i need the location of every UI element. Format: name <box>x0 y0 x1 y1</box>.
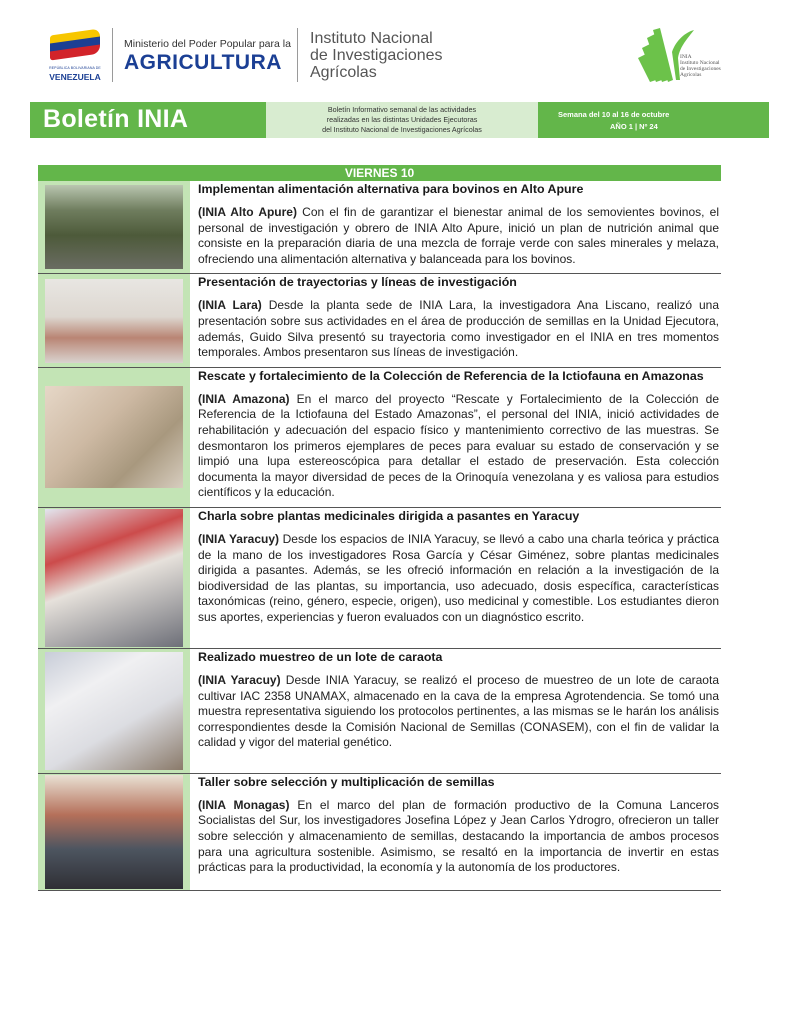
institute-line1: Instituto Nacional <box>310 30 433 47</box>
article-unit: (INIA Yaracuy) <box>198 531 279 546</box>
article-unit: (INIA Alto Apure) <box>198 205 297 219</box>
venezuela-flag-icon <box>50 28 100 60</box>
article-content <box>190 181 721 273</box>
venezuela-logo-subtitle: REPÚBLICA BOLIVARIANA DE <box>49 66 101 70</box>
institute-line2: de Investigaciones <box>310 47 443 64</box>
article-row <box>38 508 721 649</box>
article-text: En el marco del plan de formación productivo de la Comuna Lanceros Socialistas del Sur, los investigadores Josefina López y Jean Carlos Ydrogro, ofrecieron un taller sobre selección y almacenamiento de semillas, destacando la importancia de ambos procesos para una agricultura sostenible. Asimismo, se resaltó en la importancia de invertir en estas prácticas para la productividad, la economía y la autonomía de los productores. <box>198 797 719 875</box>
article-unit: (INIA Monagas) <box>198 797 290 812</box>
article-row <box>38 181 721 274</box>
article-title: Rescate y fortalecimiento de la Colección de Referencia de la Ictiofauna en Amazonas <box>198 368 704 383</box>
article-unit: (INIA Amazona) <box>198 391 290 406</box>
venezuela-logo <box>44 28 106 86</box>
photo-cell <box>38 368 190 507</box>
bulletin-week: Semana del 10 al 16 de octubre <box>558 110 670 119</box>
bulletin-title: Boletín INIA <box>43 105 189 133</box>
ministry-line1: Ministerio del Poder Popular para la <box>124 38 291 50</box>
bulletin-title-box <box>30 102 266 138</box>
workshop-audience-photo <box>45 775 183 889</box>
laboratory-fish-collection-photo <box>45 386 183 488</box>
article-content <box>190 274 721 366</box>
article-content <box>190 368 721 507</box>
article-title: Implementan alimentación alternativa para bovinos en Alto Apure <box>198 182 584 196</box>
institute-line3: Agrícolas <box>310 64 377 81</box>
article-row <box>38 368 721 508</box>
article-text: Desde INIA Yaracuy, se realizó el proceso de muestreo de un lote de caraota cultivar IAC 2358 UNAMAX, almacenado en la cava de la empresa Agrotendencia. Se tomó una muestra representativa siguiendo los protocolos pertinentes, a las mismas se le harán los análisis correspondientes desde la Comisión Nacional de Semillas (CONASEM), con el fin de validar la calidad y vigor del material genético. <box>198 672 719 750</box>
ministry-line2: AGRICULTURA <box>124 51 282 74</box>
article-title: Taller sobre selección y multiplicación de semillas <box>198 774 495 789</box>
article-body <box>198 798 719 888</box>
bulletin-description <box>266 102 538 138</box>
bulletin-issue-number: AÑO 1 | Nº 24 <box>610 122 658 131</box>
article-text: Desde los espacios de INIA Yaracuy, se llevó a cabo una charla teórica y práctica de la mano de los investigadores Rosa García y César Giménez, sobre plantas medicinales dirigida a pasantes. Además, se les ofreció información en relación a la investigación de la biodiversidad de las plantas, su importancia, uso adecuado, dosis específica, características taxonómicas (reino, género, especie, origen), uso medicinal y comestible. Los estudiantes dieron sus aportes, experiencias y fueron evaluados con un diagnóstico escrito. <box>198 531 719 624</box>
article-content <box>190 508 721 648</box>
photo-cell <box>38 508 190 648</box>
article-row <box>38 274 721 367</box>
woman-feeding-cattle-photo <box>45 185 183 269</box>
article-text: Con el fin de garantizar el bienestar animal de los semovientes bovinos, el personal de investigación y obrero de INIA Alto Apure, inició un plan de nutrición animal que consiste en la preparación diaria de una mezcla de forraje verde con sales minerales y melaza, ofreciendo una alimentación alternativa y balanceada para los bovinos. <box>198 205 719 266</box>
article-text: Desde la planta sede de INIA Lara, la investigadora Ana Liscano, realizó una presentación sobre sus actividades en el área de producción de semillas en la Unidad Ejecutora, además, Guido Silva presentó su trayectoria como investigador en el INIA en tres momentos temporales. Ambos presentaron sus líneas de investigación. <box>198 298 720 360</box>
bulletin-description-line: del Instituto Nacional de Investigaciones Agrícolas <box>322 125 482 134</box>
inia-logo <box>636 28 736 86</box>
bulletin-issue-box <box>538 102 769 138</box>
article-unit: (INIA Lara) <box>198 298 262 313</box>
presentation-room-photo <box>45 279 183 363</box>
article-body <box>198 532 719 632</box>
article-unit: (INIA Yaracuy) <box>198 672 281 687</box>
article-title: Charla sobre plantas medicinales dirigida a pasantes en Yaracuy <box>198 508 580 523</box>
article-body <box>198 392 719 507</box>
article-text: En el marco del proyecto “Rescate y Fortalecimiento de la Colección de Referencia de la Ictiofauna del Estado Amazonas”, el personal del INIA, inició actividades de rehabilitación y adecuación del espacio físico y mantenimiento correctivo de las muestras. Se desmontaron los primeros ejemplares de peces para evaluar su estado de conservación y se limpió una lupa estereoscópica para detallar el estado de preservación. Esta colección documenta la mayor diversidad de peces de la Orinoquía venezolana y es valiosa para estudios científicos y la educación. <box>198 391 720 500</box>
header-logos <box>44 26 731 86</box>
photo-cell <box>38 774 190 890</box>
article-body <box>198 298 719 366</box>
article-title: Presentación de trayectorias y líneas de investigación <box>198 275 517 290</box>
day-header: VIERNES 10 <box>38 165 721 181</box>
article-content <box>190 649 721 773</box>
article-row <box>38 649 721 774</box>
venezuela-logo-country: VENEZUELA <box>49 72 101 82</box>
students-classroom-photo <box>45 509 183 647</box>
photo-cell <box>38 649 190 773</box>
institute-name <box>310 30 443 81</box>
bulletin-description-line: Boletín Informativo semanal de las actividades <box>327 105 477 114</box>
article-body <box>198 673 719 773</box>
article-row <box>38 774 721 891</box>
articles-table <box>38 181 721 891</box>
logo-divider <box>297 28 298 82</box>
article-body <box>198 205 719 273</box>
seed-sacks-sampling-photo <box>45 652 183 770</box>
article-title: Realizado muestreo de un lote de caraota <box>198 649 443 664</box>
article-content <box>190 774 721 890</box>
ministry-logo <box>124 38 291 75</box>
bulletin-description-line: realizadas en las distintas Unidades Ejecutoras <box>326 115 478 124</box>
bulletin-banner <box>30 102 769 138</box>
inia-logo-text: INIA Instituto Nacional de Investigaciones Agrícolas <box>680 54 721 78</box>
logo-divider <box>112 28 113 82</box>
photo-cell <box>38 181 190 273</box>
photo-cell <box>38 274 190 366</box>
